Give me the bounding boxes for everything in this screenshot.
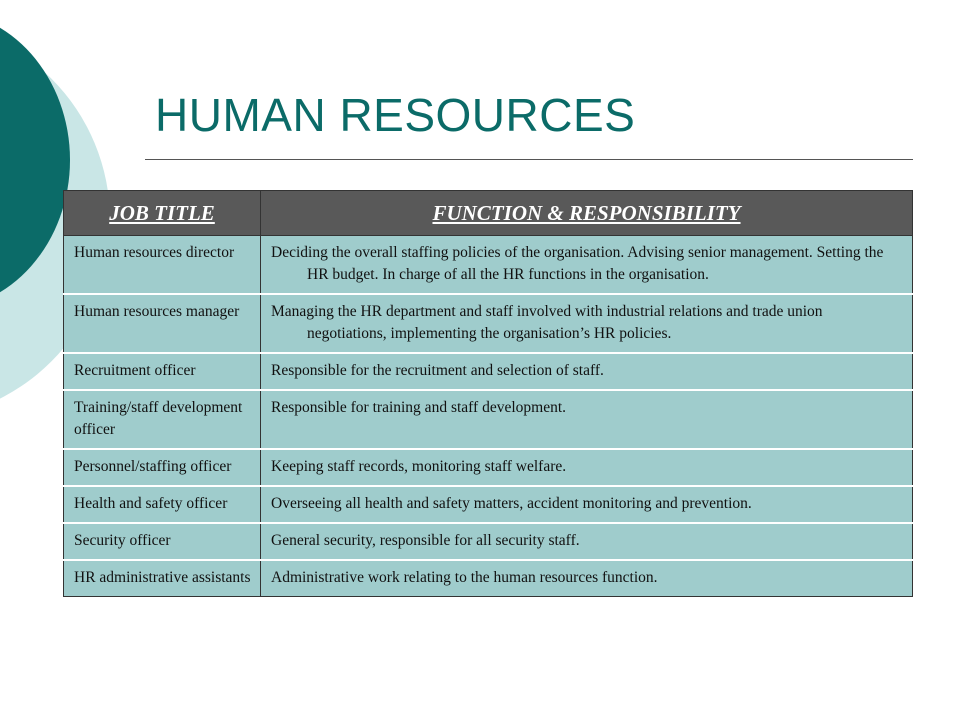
job-title-cell: HR administrative assistants — [64, 560, 261, 597]
responsibility-cell: Overseeing all health and safety matters, accident monitoring and prevention. — [261, 486, 913, 523]
slide-title: HUMAN RESOURCES — [155, 89, 636, 141]
responsibility-cell: Deciding the overall staffing policies of the organisation. Advising senior management. Setting the HR budget. In charge of all the HR functions in the organisation. — [261, 236, 913, 295]
table-row — [64, 523, 913, 560]
table-row — [64, 486, 913, 523]
job-title-cell: Personnel/staffing officer — [64, 449, 261, 486]
title-divider — [145, 159, 913, 160]
table-header-row — [64, 191, 913, 236]
job-title-cell: Human resources director — [64, 236, 261, 295]
responsibility-cell: Keeping staff records, monitoring staff welfare. — [261, 449, 913, 486]
job-title-cell: Human resources manager — [64, 294, 261, 353]
responsibility-cell: Managing the HR department and staff involved with industrial relations and trade union negotiations, implementing the organisation’s HR policies. — [261, 294, 913, 353]
job-title-cell: Training/staff development officer — [64, 390, 261, 449]
header-job-title: JOB TITLE — [64, 191, 261, 236]
job-title-cell: Security officer — [64, 523, 261, 560]
table-row — [64, 390, 913, 449]
table-row — [64, 449, 913, 486]
header-function-responsibility: FUNCTION & RESPONSIBILITY — [261, 191, 913, 236]
table-row — [64, 560, 913, 597]
table-row — [64, 353, 913, 390]
responsibility-cell: Administrative work relating to the human resources function. — [261, 560, 913, 597]
table-row — [64, 294, 913, 353]
table-row — [64, 236, 913, 295]
responsibility-cell: Responsible for training and staff development. — [261, 390, 913, 449]
responsibility-cell: General security, responsible for all security staff. — [261, 523, 913, 560]
job-title-cell: Recruitment officer — [64, 353, 261, 390]
hr-roles-table — [63, 190, 913, 597]
responsibility-cell: Responsible for the recruitment and selection of staff. — [261, 353, 913, 390]
job-title-cell: Health and safety officer — [64, 486, 261, 523]
